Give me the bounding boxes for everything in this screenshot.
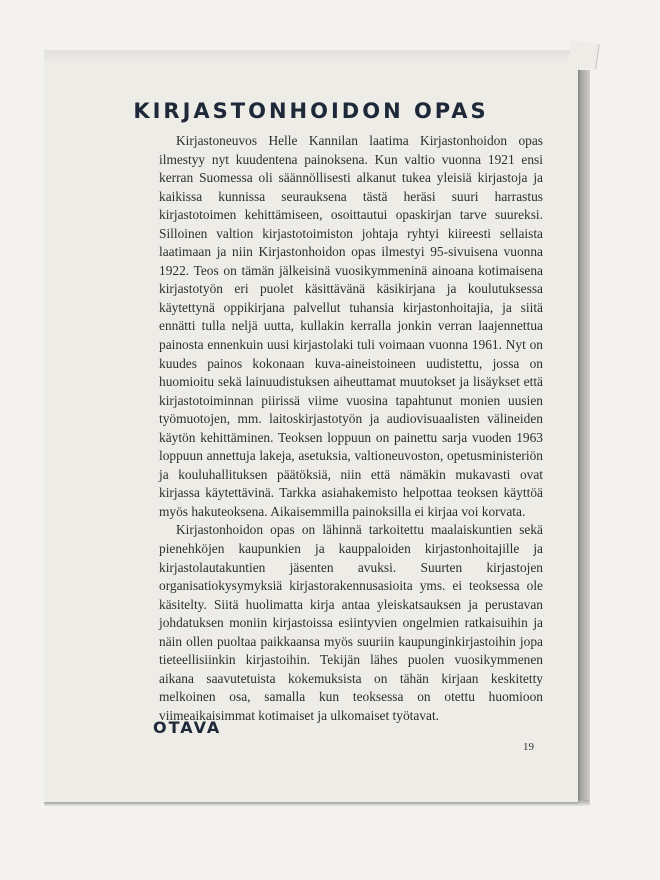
blurb-text [159, 132, 543, 726]
book-title: KIRJASTONHOIDON OPAS [133, 99, 489, 123]
book-back-cover [44, 50, 578, 802]
page-number: 19 [523, 741, 534, 753]
torn-corner [567, 40, 599, 70]
blurb-paragraph: Kirjastonhoidon opas on lähinnä tarkoitettu maalaiskuntien sekä pienehköjen kaupunkien ja kauppaloiden kirjastonhoitajille ja kirjastolautakuntien jäsenten avuksi. Suurten kirjastojen organisatiokysymyksiä kirjastorakennusasioita yms. ei teoksessa ole käsitelty. Siitä huolimatta kirja antaa yleiskatsauksen ja perustavan johdatuksen moniin kirjastoissa esiintyvien ongelmien ratkaisuihin ja näin ollen puoltaa paikkaansa myös suuriin kaupunginkirjastoihin jopa tieteellisiinkin kirjastoihin. Tekijän lähes puolen vuosikymmenen aikana saavutetuista kokemuksista on tähän kirjaan keskitetty melkoinen osa, samalla kun teoksessa on otettu huomioon viimeaikaisimmat kotimaiset ja ulkomaiset työtavat. [159, 522, 543, 723]
blurb-paragraph: Kirjastoneuvos Helle Kannilan laatima Kirjastonhoidon opas ilmestyy nyt kuudentena painoksena. Kun valtio vuonna 1921 ensi kerran Suomessa oli säännöllisesti alkanut tukea yleisiä kirjastoja ja kaikissa kunnissa seurauksena tästä heräsi suuri harrastus kirjastotoimen kehittämiseen, osoittautui opaskirjan tarve suureksi. Silloinen valtion kirjastotoimiston johtaja ryhtyi kiireesti sellaista laatimaan ja niin Kirjastonhoidon opas ilmestyi 95-sivuisena vuonna 1922. Teos on tämän jälkeisinä vuosikymmeninä ainoana kotimaisena kirjastotyön eri puolet käsittävänä käsikirjana ja koulutuksessa käytettynä oppikirjana palvellut tuhansia kirjastonhoitajia, ja siitä ennätti tulla neljä uutta, kullakin kerralla jonkin verran laajennettua painosta ennenkuin uusi kirjastolaki tuli voimaan vuonna 1961. Nyt on kuudes painos kokonaan kuva-aineistoineen uudistettu, jossa on huomioitu sekä lainuudistuksen aiheuttamat muutokset ja lisäykset että kirjastotoiminnan piirissä viime vuosina tapahtunut monien uusien työmuotojen, mm. laitoskirjastotyön ja audiovisuaalisten välineiden käytön kehittäminen. Teoksen loppuun on painettu sarja vuoden 1963 loppuun annettuja lakeja, asetuksia, valtioneuvoston, opetusministeriön ja kouluhallituksen päätöksiä, niin että nämäkin mukavasti ovat kirjassa käytettävinä. Tarkka asiahakemisto helpottaa teoksen käyttöä myös hakuteoksena. Aikaisemmilla painoksilla ei kirjaa voi korvata. [159, 133, 543, 519]
publisher-name: OTAVA [153, 718, 222, 737]
